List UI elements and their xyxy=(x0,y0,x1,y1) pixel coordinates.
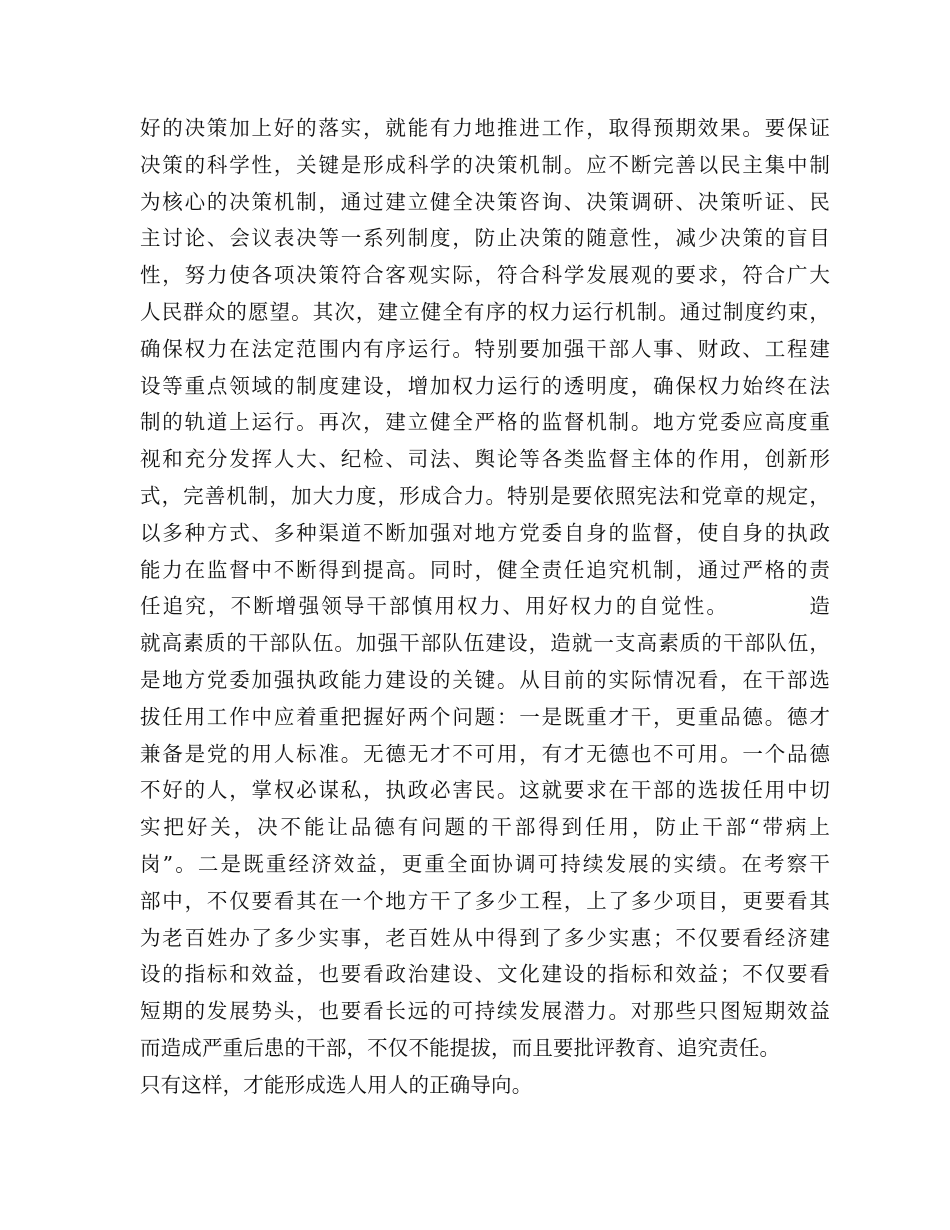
text-line: 决策的科学性，关键是形成科学的决策机制。应不断完善以民主集中制 xyxy=(140,152,830,177)
text-line: 人民群众的愿望。其次，建立健全有序的权力运行机制。通过制度约束， xyxy=(140,299,830,324)
text-line: 实把好关，决不能让品德有问题的干部得到任用，防止干部“带病上 xyxy=(140,815,830,840)
text-line: 部中，不仅要看其在一个地方干了多少工程，上了多少项目，更要看其 xyxy=(140,888,830,913)
text-line: 短期的发展势头，也要看长远的可持续发展潜力。对那些只图短期效益 xyxy=(140,999,830,1024)
text-line: 而造成严重后患的干部，不仅不能提拔，而且要批评教育、追究责任。 xyxy=(140,1035,781,1060)
text-line: 为核心的决策机制，通过建立健全决策咨询、决策调研、决策听证、民 xyxy=(140,189,830,214)
text-line: 好的决策加上好的落实，就能有力地推进工作，取得预期效果。要保证 xyxy=(140,116,830,140)
text-line: 拔任用工作中应着重把握好两个问题：一是既重才干，更重品德。德才 xyxy=(140,704,830,729)
text-line: 以多种方式、多种渠道不断加强对地方党委自身的监督，使自身的执政 xyxy=(140,520,830,545)
text-line: 能力在监督中不断得到提高。同时，健全责任追究机制，通过严格的责 xyxy=(140,557,830,582)
text-line: 式，完善机制，加大力度，形成合力。特别是要依照宪法和党章的规定， xyxy=(140,483,830,508)
text-line: 为老百姓办了多少实事，老百姓从中得到了多少实惠；不仅要看经济建 xyxy=(140,925,830,950)
text-line: 主讨论、会议表决等一系列制度，防止决策的随意性，减少决策的盲目 xyxy=(140,226,830,251)
text-line: 制的轨道上运行。再次，建立健全严格的监督机制。地方党委应高度重 xyxy=(140,410,830,435)
text-line: 兼备是党的用人标准。无德无才不可用，有才无德也不可用。一个品德 xyxy=(140,741,830,766)
text-line: 岗”。二是既重经济效益，更重全面协调可持续发展的实绩。在考察干 xyxy=(140,851,830,876)
text-line: 确保权力在法定范围内有序运行。特别要加强干部人事、财政、工程建 xyxy=(140,336,830,361)
text-line: 就高素质的干部队伍。加强干部队伍建设，造就一支高素质的干部队伍， xyxy=(140,631,830,656)
text-line: 性，努力使各项决策符合客观实际，符合科学发展观的要求，符合广大 xyxy=(140,263,830,288)
text-line: 设的指标和效益，也要看政治建设、文化建设的指标和效益；不仅要看 xyxy=(140,962,830,987)
body-text xyxy=(140,110,830,1104)
text-line: 是地方党委加强执政能力建设的关键。从目前的实际情况看，在干部选 xyxy=(140,667,830,692)
text-line: 视和充分发挥人大、纪检、司法、舆论等各类监督主体的作用，创新形 xyxy=(140,447,830,472)
text-line: 不好的人，掌权必谋私，执政必害民。这就要求在干部的选拔任用中切 xyxy=(140,778,830,803)
text-line: 任追究，不断增强领导干部慎用权力、用好权力的自觉性。 造 xyxy=(140,594,830,619)
text-line: 设等重点领域的制度建设，增加权力运行的透明度，确保权力始终在法 xyxy=(140,373,830,398)
text-line: 只有这样，才能形成选人用人的正确导向。 xyxy=(140,1072,533,1097)
